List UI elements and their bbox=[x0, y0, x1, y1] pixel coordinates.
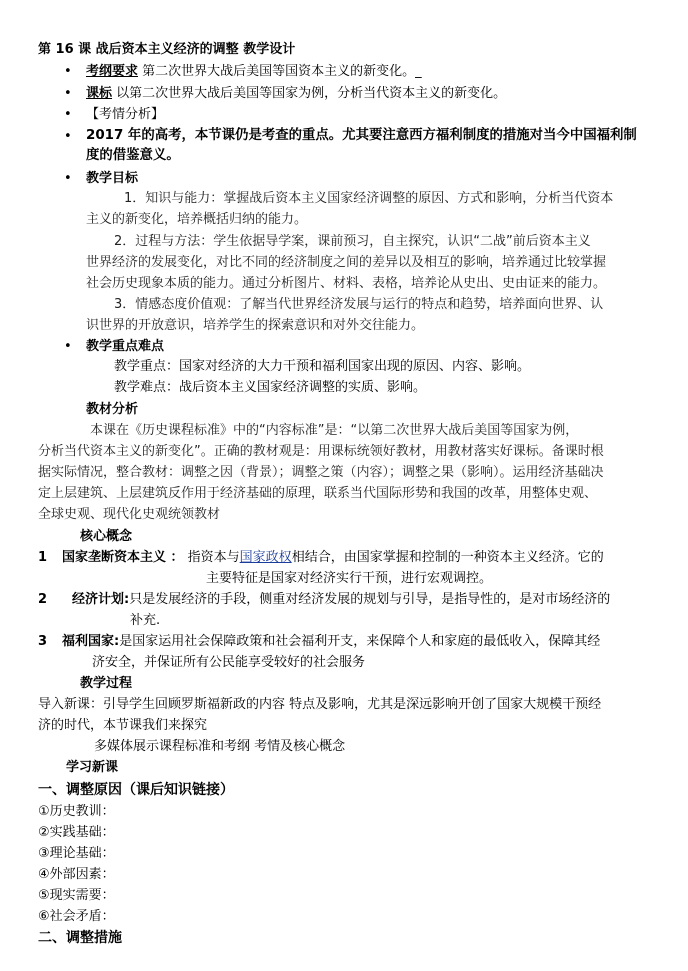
concept-term: 经济计划: bbox=[72, 592, 130, 607]
bullet: • bbox=[64, 171, 72, 186]
analysis-line: 分析当代资本主义的新变化”。正确的教材观是：用课标统领好教材，用教材落实好课标。备课时根 bbox=[38, 444, 604, 459]
bullet: • bbox=[64, 64, 72, 79]
concept-number: 1 bbox=[38, 550, 48, 565]
kaogang-text: 第二次世界大战后美国等国资本主义的新变化。_ bbox=[138, 64, 422, 79]
bullet: • bbox=[64, 129, 72, 144]
concept-line bbox=[72, 591, 610, 609]
concept-text: 只是发展经济的手段，侧重对经济发展的规划与引导，是指导性的，是对市场经济的 bbox=[129, 592, 611, 607]
concept-term: 福利国家: bbox=[62, 634, 120, 649]
keypoint-line: 教学难点：战后资本主义国家经济调整的实质、影响。 bbox=[114, 380, 427, 395]
goal-line: 3．情感态度价值观：了解当代世界经济发展与运行的特点和趋势，培养面向世界、认 bbox=[114, 297, 604, 312]
goal-line: 社会历史现象本质的能力。通过分析图片、材料、表格，培养论从史出、史由证来的能力。 bbox=[86, 276, 607, 291]
bullet: • bbox=[64, 339, 72, 354]
reason-item: ①历史教训： bbox=[38, 804, 115, 819]
kebiao-line bbox=[86, 85, 506, 103]
analysis-line: 全球史观、现代化史观统领教材 bbox=[38, 507, 221, 522]
kaoqing-text-2: 度的借鉴意义。 bbox=[86, 148, 180, 163]
kebiao-label: 课标 bbox=[86, 86, 113, 101]
bullet: • bbox=[64, 107, 72, 122]
analysis-label: 教材分析 bbox=[86, 402, 139, 417]
concept-text: 指资本与 bbox=[183, 550, 240, 565]
goal-line: 主义的新变化，培养概括归纳的能力。 bbox=[86, 212, 308, 227]
reason-item: ⑤现实需要： bbox=[38, 888, 115, 903]
reason-item: ④外部因素： bbox=[38, 867, 115, 882]
concept-line bbox=[62, 549, 604, 567]
keypoints-label: 教学重点难点 bbox=[86, 339, 165, 354]
goal-line: 2．过程与方法：学生依据导学案，课前预习，自主探究，认识“二战”前后资本主义 bbox=[114, 234, 591, 249]
analysis-line: 据实际情况，整合教材：调整之因（背景）；调整之策（内容）；调整之果（影响）。运用经济基础决 bbox=[38, 465, 604, 480]
reason-item: ③理论基础： bbox=[38, 846, 115, 861]
concept-text: 相结合，由国家掌握和控制的一种资本主义经济。它的 bbox=[291, 550, 604, 565]
kaogang-line bbox=[86, 63, 422, 81]
concept-term: 国家垄断资本主义 ： bbox=[62, 550, 184, 565]
concept-link[interactable]: 国家政权 bbox=[239, 550, 292, 565]
goal-line: 1．知识与能力：掌握战后资本主义国家经济调整的原因、方式和影响，分析当代资本 bbox=[124, 191, 614, 206]
analysis-line: 本课在《历史课程标准》中的“内容标准”是：“以第二次世界大战后美国等国家为例， bbox=[90, 423, 579, 438]
kebiao-text: 以第二次世界大战后美国等国家为例，分析当代资本主义的新变化。 bbox=[112, 86, 507, 101]
concept-line bbox=[62, 633, 600, 651]
bullet: • bbox=[64, 86, 72, 101]
kaoqing-label: 【考情分析】 bbox=[86, 107, 165, 122]
concept-continuation: 主要特征是国家对经济实行干预，进行宏观调控。 bbox=[206, 571, 493, 586]
page-title: 第 16 课 战后资本主义经济的调整 教学设计 bbox=[38, 42, 296, 57]
goals-label: 教学目标 bbox=[86, 171, 139, 186]
concept-continuation: 济安全，并保证所有公民能享受较好的社会服务 bbox=[92, 655, 366, 670]
concept-number: 3 bbox=[38, 634, 48, 649]
intro-line: 济的时代，本节课我们来探究 bbox=[38, 718, 208, 733]
concept-number: 2 bbox=[38, 592, 48, 607]
keypoint-line: 教学重点：国家对经济的大力干预和福利国家出现的原因、内容、影响。 bbox=[114, 359, 531, 374]
analysis-line: 定上层建筑、上层建筑反作用于经济基础的原理，联系当代国际形势和我国的改革，用整体史观、 bbox=[38, 486, 598, 501]
kaogang-label: 考纲要求 bbox=[86, 64, 139, 79]
concept-text: 是国家运用社会保障政策和社会福利开支，来保障个人和家庭的最低收入，保障其经 bbox=[119, 634, 601, 649]
section-heading: 二、调整措施 bbox=[38, 930, 122, 946]
study-label: 学习新课 bbox=[66, 760, 119, 775]
kaoqing-text-1: 2017 年的高考，本节课仍是考查的重点。尤其要注意西方福利制度的措施对当今中国福利制 bbox=[86, 128, 637, 143]
concepts-label: 核心概念 bbox=[80, 529, 133, 544]
reason-item: ⑥社会矛盾： bbox=[38, 909, 115, 924]
goal-line: 识世界的开放意识，培养学生的探索意识和对外交往能力。 bbox=[86, 318, 425, 333]
media-line: 多媒体展示课程标准和考纲 考情及核心概念 bbox=[94, 739, 346, 754]
concept-continuation: 补充. bbox=[130, 613, 161, 628]
section-heading: 一、调整原因（课后知识链接） bbox=[38, 782, 234, 798]
reason-item: ②实践基础： bbox=[38, 825, 115, 840]
goal-line: 世界经济的发展变化，对比不同的经济制度之间的差异以及相互的影响，培养通过比较掌握 bbox=[86, 255, 607, 270]
intro-line: 导入新课：引导学生回顾罗斯福新政的内容 特点及影响，尤其是深远影响开创了国家大规模干预经 bbox=[38, 697, 602, 712]
process-label: 教学过程 bbox=[80, 676, 133, 691]
